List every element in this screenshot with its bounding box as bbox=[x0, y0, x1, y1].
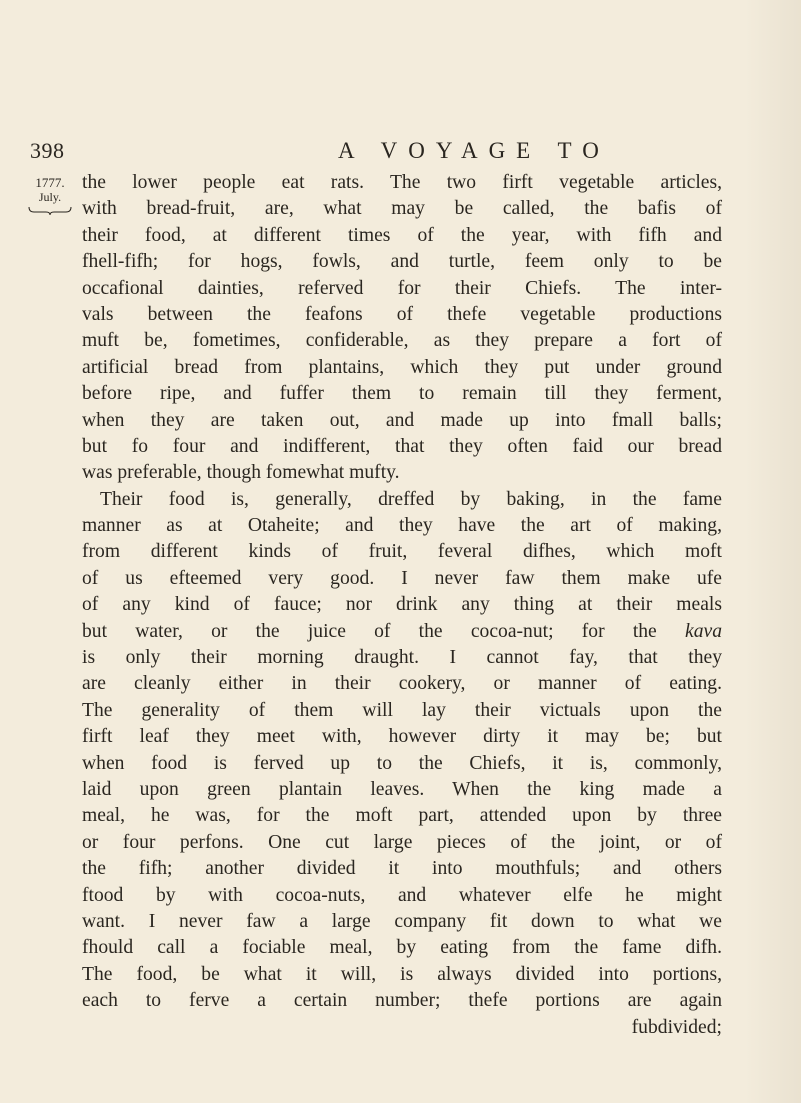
text-line: are cleanly either in their cookery, or manner of eating. bbox=[82, 673, 722, 695]
text-line: laid upon green plantain leaves. When the king made a bbox=[82, 778, 722, 800]
text-line: from different kinds of fruit, feveral difhes, which moft bbox=[82, 541, 722, 563]
margin-note-month: July. bbox=[38, 190, 62, 204]
text-line: when food is ferved up to the Chiefs, it is, commonly, bbox=[82, 752, 722, 774]
text-line: was preferable, though fomewhat mufty. bbox=[82, 462, 400, 484]
curly-brace-icon bbox=[28, 206, 72, 216]
text-line: or four perfons. One cut large pieces of the joint, or of bbox=[82, 831, 722, 853]
text-line: of us efteemed very good. I never faw them make ufe bbox=[82, 567, 722, 589]
text-line: each to ferve a certain number; thefe portions are again bbox=[82, 990, 722, 1012]
text-line: firft leaf they meet with, however dirty it may be; but bbox=[82, 726, 722, 748]
text-line: fhould call a fociable meal, by eating from the fame difh. bbox=[82, 937, 722, 959]
text-line: want. I never faw a large company fit down to what we bbox=[82, 910, 722, 932]
text-line: The food, be what it will, is always divided into portions, bbox=[82, 963, 722, 985]
text-line: before ripe, and fuffer them to remain till they ferment, bbox=[82, 383, 722, 405]
text-fragment: but water, or the juice of the cocoa-nut; for the bbox=[82, 620, 657, 642]
text-line: their food, at different times of the year, with fifh and bbox=[82, 224, 722, 246]
text-line: occafional dainties, referved for their Chiefs. The inter- bbox=[82, 277, 722, 299]
text-line: the lower people eat rats. The two firft vegetable articles, bbox=[82, 172, 722, 193]
text-line-with-italic bbox=[82, 619, 722, 645]
text-line: when they are taken out, and made up into fmall balls; bbox=[82, 409, 722, 431]
text-line: Their food is, generally, dreffed by baking, in the fame bbox=[100, 488, 722, 510]
body-text bbox=[82, 170, 722, 1041]
page-number: 398 bbox=[30, 138, 65, 163]
text-line: the fifh; another divided it into mouthfuls; and others bbox=[82, 858, 722, 880]
text-line: of any kind of fauce; nor drink any thing at their meals bbox=[82, 594, 722, 616]
text-line: The generality of them will lay their victuals upon the bbox=[82, 699, 722, 721]
text-line: but fo four and indifferent, that they often faid our bread bbox=[82, 435, 722, 457]
margin-note-year: 1777. bbox=[35, 175, 65, 190]
text-line: vals between the feafons of thefe vegetable productions bbox=[82, 303, 722, 325]
text-line: meal, he was, for the moft part, attended upon by three bbox=[82, 805, 722, 827]
text-line: ftood by with cocoa-nuts, and whatever elfe he might bbox=[82, 884, 722, 906]
text-line: artificial bread from plantains, which they put under ground bbox=[82, 356, 722, 378]
text-line: muft be, fometimes, confiderable, as they prepare a fort of bbox=[82, 330, 722, 352]
running-title: A VOYAGE TO bbox=[338, 138, 610, 163]
text-line: is only their morning draught. I cannot fay, that they bbox=[82, 647, 722, 669]
text-line: fhell-fifh; for hogs, fowls, and turtle, feem only to be bbox=[82, 251, 722, 273]
italic-word: kava bbox=[685, 620, 722, 642]
margin-note bbox=[28, 176, 72, 216]
text-line: manner as at Otaheite; and they have the art of making, bbox=[82, 515, 722, 537]
text-line: with bread-fruit, are, what may be called, the bafis of bbox=[82, 198, 722, 220]
catchword: fubdivided; bbox=[631, 1016, 722, 1038]
